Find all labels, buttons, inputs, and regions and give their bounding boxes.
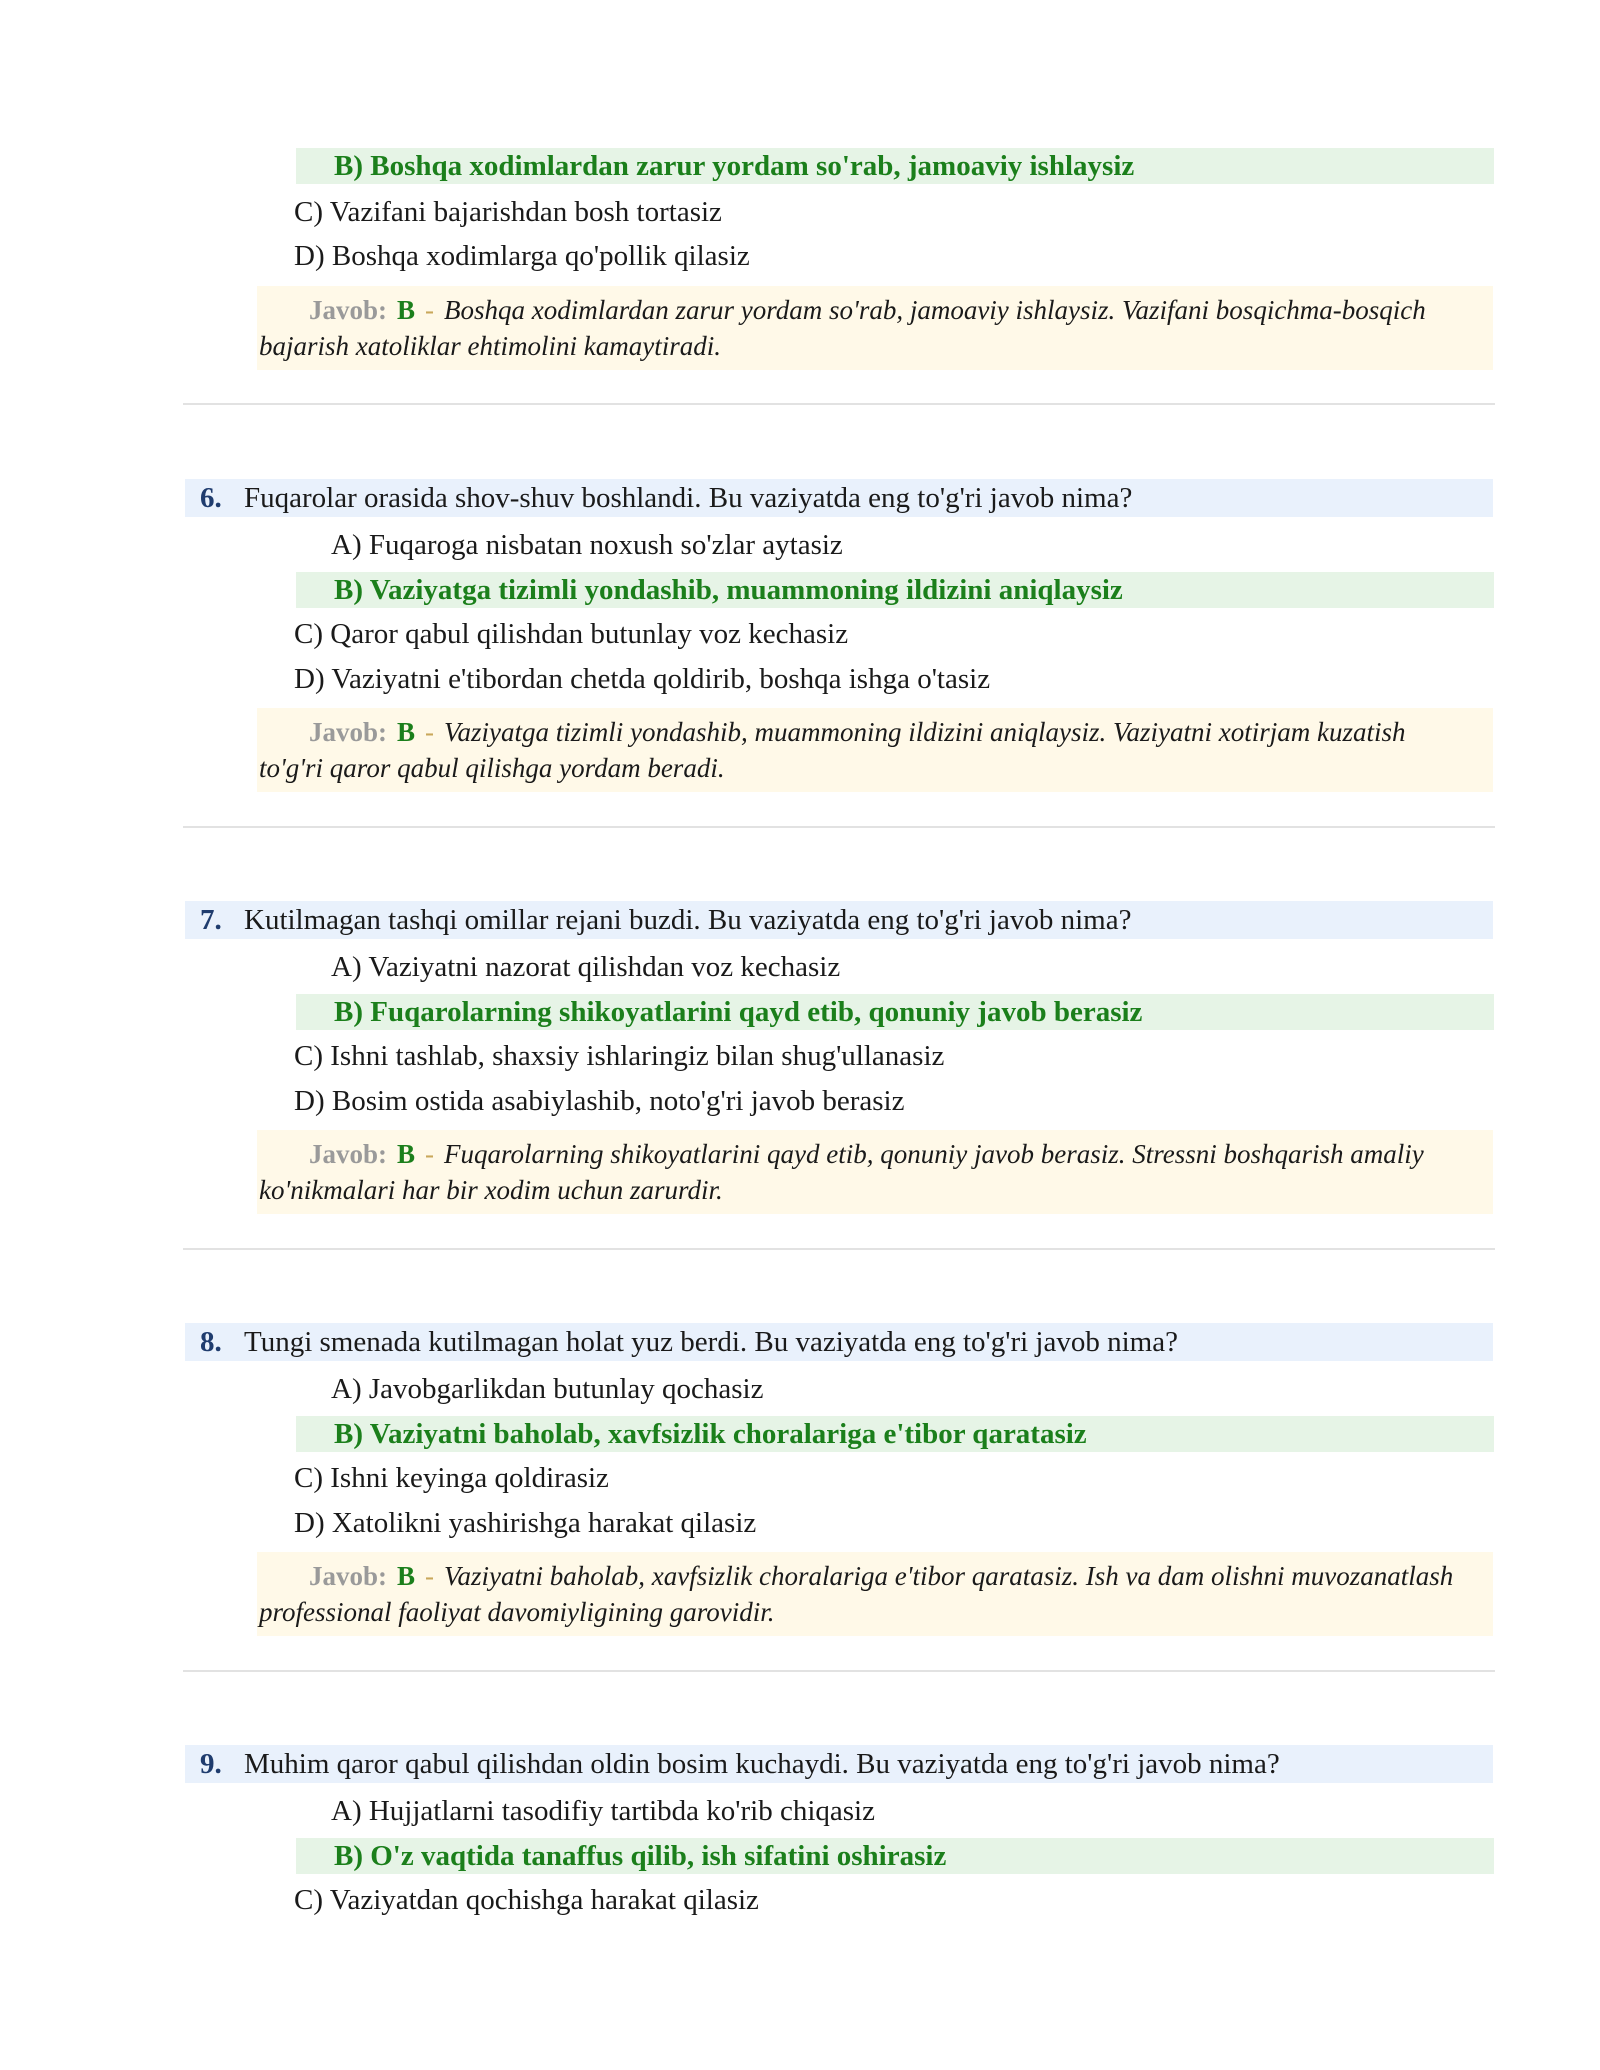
answer-letter: B (397, 1139, 416, 1169)
answer-letter: B (397, 295, 416, 325)
answer-box (257, 286, 1493, 370)
answer-letter: B (397, 1561, 416, 1591)
question-row (185, 901, 1493, 939)
answer-letter: B (397, 717, 416, 747)
answer-box (257, 1130, 1493, 1214)
answer-label: Javob: (309, 717, 388, 747)
answer-dash: - (425, 717, 435, 747)
option-a: A) Hujjatlarni tasodifiy tartibda ko'rib chiqasiz (331, 1795, 875, 1827)
answer-label: Javob: (309, 295, 388, 325)
option-a: A) Fuqaroga nisbatan noxush so'zlar aytasiz (331, 529, 843, 561)
question-number: 9. (200, 1748, 222, 1780)
option-d: D) Vaziyatni e'tibordan chetda qoldirib, boshqa ishga o'tasiz (294, 663, 991, 695)
answer-explanation: Vaziyatni baholab, xavfsizlik choralariga e'tibor qaratasiz. Ish va dam olishni muvozanatlash professional faoliyat davomiyligining garovidir. (259, 1561, 1454, 1627)
answer-explanation: Vaziyatga tizimli yondashib, muammoning ildizini aniqlaysiz. Vaziyatni xotirjam kuzatish to'g'ri qaror qabul qilishga yordam beradi. (259, 717, 1406, 783)
answer-explanation: Boshqa xodimlardan zarur yordam so'rab, jamoaviy ishlaysiz. Vazifani bosqichma-bosqich bajarish xatoliklar ehtimolini kamaytiradi. (259, 295, 1426, 361)
option-a: A) Javobgarlikdan butunlay qochasiz (331, 1373, 764, 1405)
option-d: D) Boshqa xodimlarga qo'pollik qilasiz (294, 240, 750, 272)
option-a: A) Vaziyatni nazorat qilishdan voz kechasiz (331, 951, 841, 983)
question-row (185, 1745, 1493, 1783)
question-number: 6. (200, 482, 222, 514)
question-number: 8. (200, 1326, 222, 1358)
correct-option: B) Vaziyatni baholab, xavfsizlik choralariga e'tibor qaratasiz (296, 1416, 1494, 1452)
correct-option: B) Vaziyatga tizimli yondashib, muammoning ildizini aniqlaysiz (296, 572, 1494, 608)
option-c: C) Vazifani bajarishdan bosh tortasiz (294, 196, 722, 228)
answer-label: Javob: (309, 1561, 388, 1591)
divider (183, 403, 1495, 405)
option-c: C) Ishni tashlab, shaxsiy ishlaringiz bilan shug'ullanasiz (294, 1040, 945, 1072)
divider (183, 826, 1495, 828)
option-d: D) Xatolikni yashirishga harakat qilasiz (294, 1507, 757, 1539)
answer-dash: - (425, 1561, 435, 1591)
answer-box (257, 1552, 1493, 1636)
question-row (185, 479, 1493, 517)
answer-explanation: Fuqarolarning shikoyatlarini qayd etib, qonuniy javob berasiz. Stressni boshqarish amaliy ko'nikmalari har bir xodim uchun zarurdir. (259, 1139, 1424, 1205)
option-c: C) Vaziyatdan qochishga harakat qilasiz (294, 1884, 759, 1916)
option-c: C) Ishni keyinga qoldirasiz (294, 1462, 609, 1494)
answer-box (257, 708, 1493, 792)
correct-option: B) Fuqarolarning shikoyatlarini qayd etib, qonuniy javob berasiz (296, 994, 1494, 1030)
option-c: C) Qaror qabul qilishdan butunlay voz kechasiz (294, 618, 849, 650)
question-text: Tungi smenada kutilmagan holat yuz berdi. Bu vaziyatda eng to'g'ri javob nima? (244, 1326, 1178, 1358)
option-d: D) Bosim ostida asabiylashib, noto'g'ri javob berasiz (294, 1085, 905, 1117)
answer-dash: - (425, 295, 435, 325)
answer-label: Javob: (309, 1139, 388, 1169)
question-text: Fuqarolar orasida shov-shuv boshlandi. Bu vaziyatda eng to'g'ri javob nima? (244, 482, 1133, 514)
question-number: 7. (200, 904, 222, 936)
correct-option: B) Boshqa xodimlardan zarur yordam so'rab, jamoaviy ishlaysiz (296, 148, 1494, 184)
divider (183, 1670, 1495, 1672)
question-row (185, 1323, 1493, 1361)
answer-dash: - (425, 1139, 435, 1169)
question-text: Kutilmagan tashqi omillar rejani buzdi. Bu vaziyatda eng to'g'ri javob nima? (244, 904, 1132, 936)
divider (183, 1248, 1495, 1250)
question-text: Muhim qaror qabul qilishdan oldin bosim kuchaydi. Bu vaziyatda eng to'g'ri javob nima? (244, 1748, 1280, 1780)
correct-option: B) O'z vaqtida tanaffus qilib, ish sifatini oshirasiz (296, 1838, 1494, 1874)
